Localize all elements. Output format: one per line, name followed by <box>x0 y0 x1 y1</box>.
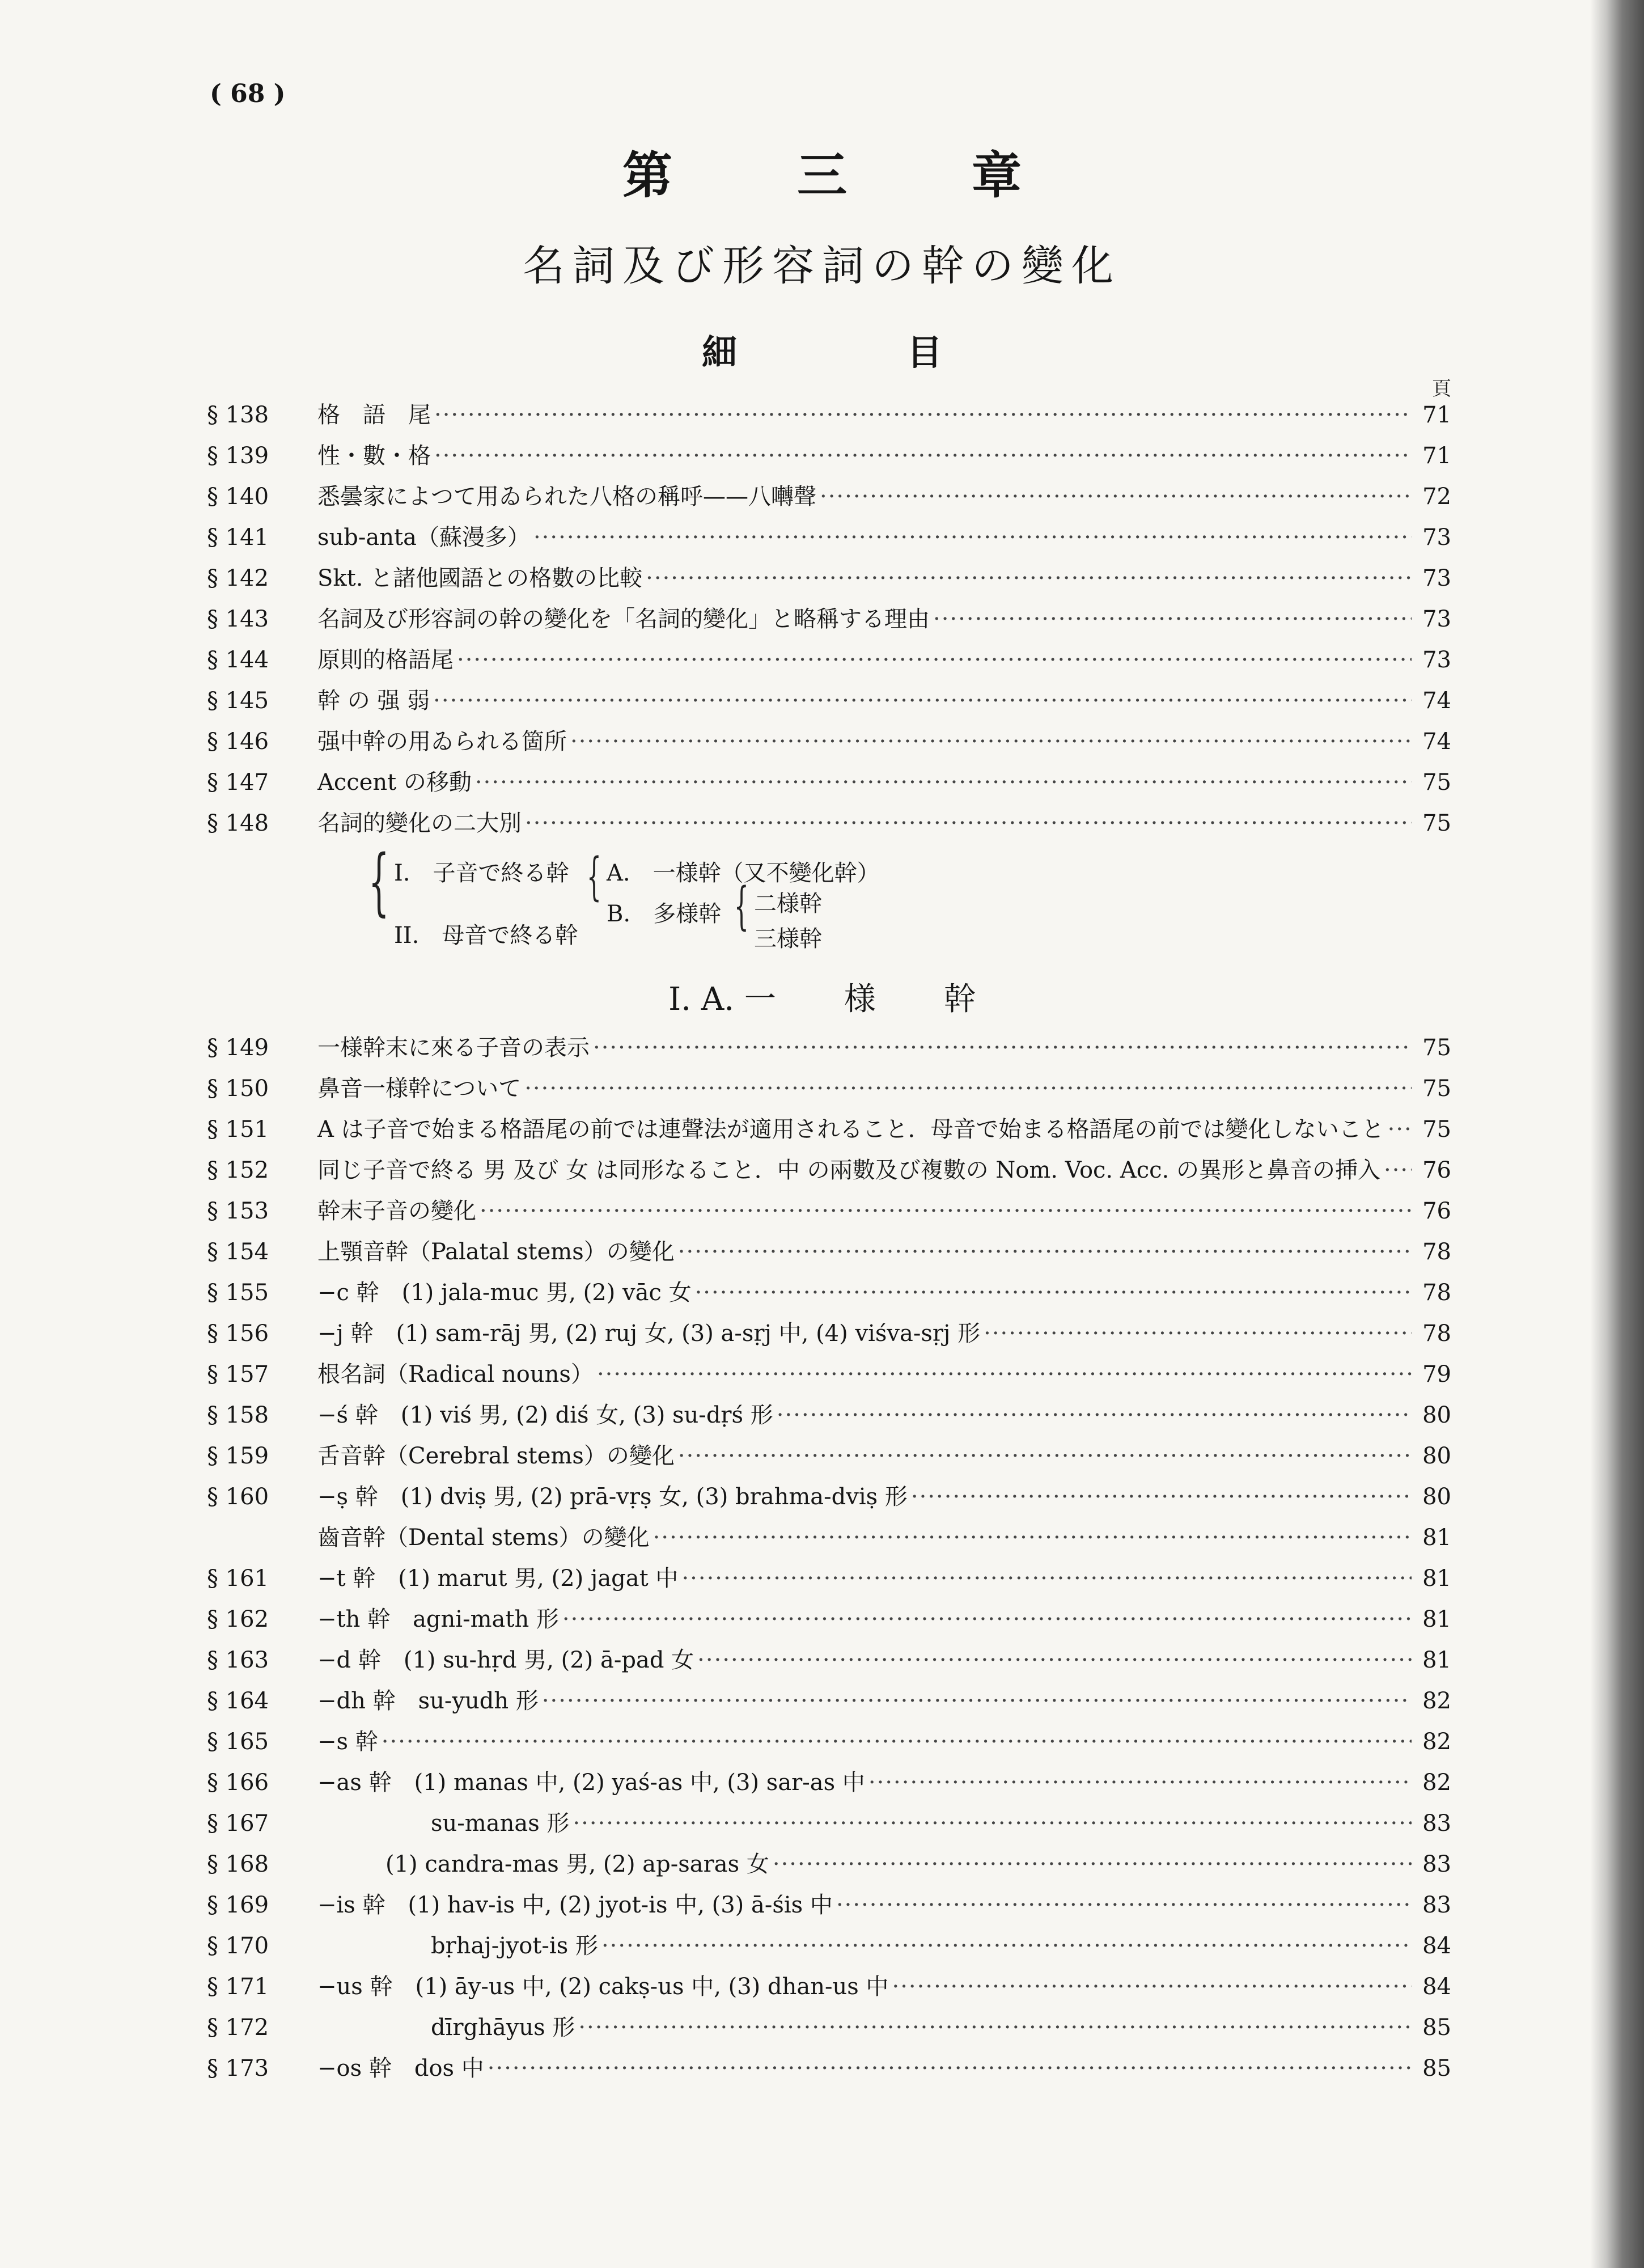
entry-title-line <box>317 685 1451 717</box>
entry-title: 同じ子音で終る 男 及び 女 は同形なること．中 の兩數及び複數の Nom. Voc. Acc. の異形と鼻音の挿入 <box>317 1157 1380 1183</box>
entry-page: 85 <box>1422 2015 1451 2041</box>
entry-title-line <box>317 1971 1451 2003</box>
class-uniform-stems: A. 一様幹（又不變化幹） <box>607 860 880 886</box>
entry-title: 齒音幹（Dental stems）の變化 <box>317 1525 650 1551</box>
page-number: ( 68 ) <box>210 79 286 108</box>
leader-dots <box>984 1318 1412 1349</box>
leader-dots <box>646 562 1412 594</box>
chapter-char-2: 三 <box>796 146 847 205</box>
leader-dots <box>653 1522 1412 1554</box>
section-number: § 173 <box>207 2055 269 2081</box>
section-number: § 142 <box>207 565 269 591</box>
entry-title: 根名詞（Radical nouns） <box>317 1361 594 1387</box>
entry-page: 72 <box>1422 484 1451 510</box>
chapter-char-1: 第 <box>622 146 672 205</box>
leader-dots <box>382 1726 1412 1758</box>
entry-title-line <box>317 562 1451 594</box>
contents-heading <box>0 324 1644 375</box>
section-number: § 170 <box>207 1933 269 1959</box>
chapter-subtitle: 名詞及び形容詞の幹の變化 <box>523 242 1121 290</box>
entry-title: 名詞的變化の二大別 <box>317 810 522 836</box>
toc-entry <box>207 1848 1451 1880</box>
leader-dots <box>695 1277 1412 1309</box>
entry-title: 一様幹末に來る子音の表示 <box>317 1035 590 1061</box>
toc-entry <box>207 1073 1451 1105</box>
section-heading-part-2: 様 <box>844 981 876 1018</box>
entry-title-line <box>317 1563 1451 1594</box>
section-number: § 157 <box>207 1361 269 1387</box>
toc-entry <box>207 1808 1451 1839</box>
toc-entry <box>207 685 1451 717</box>
section-number: § 149 <box>207 1035 269 1061</box>
section-number: § 143 <box>207 606 269 632</box>
entry-title: 悉曇家によつて用ゐられた八格の稱呼——八囀聲 <box>317 484 816 510</box>
section-number: § 164 <box>207 1688 269 1714</box>
toc-entry <box>207 1399 1451 1431</box>
contents-heading-char-2: 目 <box>907 332 943 373</box>
toc-entry <box>207 644 1451 676</box>
entry-page: 82 <box>1422 1770 1451 1796</box>
section-number: § 147 <box>207 769 269 796</box>
entry-page: 81 <box>1422 1565 1451 1592</box>
entry-page: 80 <box>1422 1484 1451 1510</box>
toc-entry <box>207 1644 1451 1676</box>
section-number: § 148 <box>207 810 269 836</box>
entry-page: 84 <box>1422 1933 1451 1959</box>
toc-entry <box>207 807 1451 839</box>
section-number: § 155 <box>207 1280 269 1306</box>
leader-dots <box>434 440 1412 472</box>
section-number: § 172 <box>207 2015 269 2041</box>
entry-page: 80 <box>1422 1402 1451 1428</box>
entry-title-line <box>317 440 1451 472</box>
entry-page: 83 <box>1422 1851 1451 1877</box>
toc-entry <box>207 1603 1451 1635</box>
leader-dots <box>525 807 1412 839</box>
entry-title-line <box>317 603 1451 635</box>
entry-page: 75 <box>1422 1076 1451 1102</box>
entry-page: 81 <box>1422 1647 1451 1673</box>
entry-title: dīrghāyus 形 <box>317 2015 575 2041</box>
leader-dots <box>593 1032 1412 1064</box>
leader-dots <box>777 1399 1412 1431</box>
toc-entry <box>207 562 1451 594</box>
entry-page: 74 <box>1422 729 1451 755</box>
entry-title: 强中幹の用ゐられる箇所 <box>317 729 567 755</box>
leader-dots <box>868 1767 1412 1799</box>
toc-entry <box>207 1685 1451 1717</box>
entry-title-line <box>317 2053 1451 2084</box>
toc-entry <box>207 1522 1451 1554</box>
section-number: § 171 <box>207 1974 269 2000</box>
toc-entry <box>207 1195 1451 1227</box>
toc-entry <box>207 399 1451 431</box>
entry-title: 鼻音一様幹について <box>317 1076 522 1102</box>
entry-title: su-manas 形 <box>317 1810 570 1837</box>
section-number: § 159 <box>207 1443 269 1469</box>
section-number: § 153 <box>207 1198 269 1224</box>
toc-entry <box>207 1726 1451 1758</box>
entry-page: 82 <box>1422 1729 1451 1755</box>
leader-dots <box>562 1603 1412 1635</box>
leader-dots <box>836 1889 1412 1921</box>
entry-title: −s 幹 <box>317 1729 378 1755</box>
section-number: § 161 <box>207 1565 269 1592</box>
entry-title: −th 幹 agni-math 形 <box>317 1606 559 1632</box>
leader-dots <box>434 399 1412 431</box>
leader-dots <box>570 726 1412 758</box>
leader-dots <box>1388 1114 1412 1145</box>
class-vowel-stems: II. 母音で終る幹 <box>394 923 578 949</box>
leader-dots <box>533 522 1412 553</box>
entry-title: Accent の移動 <box>317 769 472 796</box>
section-number: § 163 <box>207 1647 269 1673</box>
inner-brace: { <box>734 877 749 936</box>
entry-title: 上顎音幹（Palatal stems）の變化 <box>317 1239 675 1265</box>
leader-dots <box>1384 1154 1412 1186</box>
entry-title-line <box>317 1726 1451 1758</box>
entry-title: A は子音で始まる格語尾の前では連聲法が適用されること．母音で始まる格語尾の前では變化しないこと <box>317 1116 1384 1143</box>
leader-dots <box>578 2012 1412 2043</box>
section-heading-part-1: I. A. 一 <box>668 981 776 1018</box>
entry-page: 73 <box>1422 647 1451 673</box>
section-number: § 141 <box>207 524 269 551</box>
leader-dots <box>573 1808 1412 1839</box>
entry-page: 78 <box>1422 1280 1451 1306</box>
entry-title-line <box>317 522 1451 553</box>
middle-brace: { <box>587 847 601 907</box>
leader-dots <box>911 1481 1412 1513</box>
chapter-title <box>0 136 1644 208</box>
classification-block <box>368 840 935 954</box>
leader-dots <box>681 1563 1412 1594</box>
toc-entry <box>207 2012 1451 2043</box>
entry-page: 82 <box>1422 1688 1451 1714</box>
section-heading-part-3: 幹 <box>943 981 976 1018</box>
entry-title-line <box>317 1685 1451 1717</box>
entry-title: −as 幹 (1) manas 中, (2) yaś-as 中, (3) sar-as 中 <box>317 1770 865 1796</box>
section-number: § 162 <box>207 1606 269 1632</box>
section-number: § 166 <box>207 1770 269 1796</box>
toc-entry <box>207 1930 1451 1962</box>
page-column-label: 頁 <box>1432 378 1451 400</box>
section-number: § 150 <box>207 1076 269 1102</box>
entry-title-line <box>317 1440 1451 1472</box>
toc-entry <box>207 1971 1451 2003</box>
leader-dots <box>457 644 1412 676</box>
toc-entry <box>207 1318 1451 1349</box>
leader-dots <box>433 685 1412 717</box>
leader-dots <box>678 1236 1412 1268</box>
entry-title: 舌音幹（Cerebral stems）の變化 <box>317 1443 675 1469</box>
toc-entry <box>207 726 1451 758</box>
entry-page: 83 <box>1422 1810 1451 1837</box>
section-number: § 167 <box>207 1810 269 1837</box>
contents-heading-char-1: 細 <box>701 332 737 373</box>
entry-title-line <box>317 399 1451 431</box>
class-two-form-stems: 二様幹 <box>754 891 822 917</box>
entry-title: −t 幹 (1) marut 男, (2) jagat 中 <box>317 1565 679 1592</box>
entry-page: 73 <box>1422 606 1451 632</box>
toc-entry <box>207 1236 1451 1268</box>
toc-entry <box>207 1032 1451 1064</box>
entry-title-line <box>317 1522 1451 1554</box>
entry-page: 75 <box>1422 769 1451 796</box>
entry-page: 74 <box>1422 688 1451 714</box>
left-brace: { <box>368 840 389 924</box>
toc-entry <box>207 1889 1451 1921</box>
entry-title-line <box>317 1277 1451 1309</box>
section-number: § 154 <box>207 1239 269 1265</box>
toc-entry <box>207 1563 1451 1594</box>
entry-page: 71 <box>1422 443 1451 469</box>
entry-page: 75 <box>1422 1116 1451 1143</box>
toc-entry <box>207 1440 1451 1472</box>
entry-title: 格 語 尾 <box>317 402 431 428</box>
leader-dots <box>820 481 1412 513</box>
entry-title: −is 幹 (1) hav-is 中, (2) jyot-is 中, (3) ā-śis 中 <box>317 1892 833 1918</box>
section-number: § 169 <box>207 1892 269 1918</box>
entry-title-line <box>317 1481 1451 1513</box>
entry-title-line <box>317 1195 1451 1227</box>
section-number: § 145 <box>207 688 269 714</box>
entry-title: (1) candra-mas 男, (2) ap-saras 女 <box>317 1851 769 1877</box>
leader-dots <box>542 1685 1412 1717</box>
section-number: § 168 <box>207 1851 269 1877</box>
leader-dots <box>678 1440 1412 1472</box>
leader-dots <box>597 1359 1412 1390</box>
entry-title: −ṣ 幹 (1) dviṣ 男, (2) prā-vṛṣ 女, (3) brahma-dviṣ 形 <box>317 1484 908 1510</box>
class-consonant-stems: I. 子音で終る幹 <box>394 860 569 886</box>
entry-title: 名詞及び形容詞の幹の變化を「名詞的變化」と略稱する理由 <box>317 606 930 632</box>
entry-title-line <box>317 1848 1451 1880</box>
entry-title: −c 幹 (1) jala-muc 男, (2) vāc 女 <box>317 1280 692 1306</box>
entry-page: 81 <box>1422 1606 1451 1632</box>
leader-dots <box>601 1930 1412 1962</box>
entry-page: 83 <box>1422 1892 1451 1918</box>
toc-entry <box>207 1154 1451 1186</box>
toc-entry <box>207 440 1451 472</box>
leader-dots <box>773 1848 1412 1880</box>
section-number: § 144 <box>207 647 269 673</box>
entry-title-line <box>317 1236 1451 1268</box>
class-three-form-stems: 三様幹 <box>754 926 822 952</box>
entry-title-line <box>317 644 1451 676</box>
toc-entry <box>207 1767 1451 1799</box>
leader-dots <box>892 1971 1412 2003</box>
entry-title-line <box>317 1808 1451 1839</box>
entry-title-line <box>317 1930 1451 1962</box>
toc-entry <box>207 767 1451 798</box>
leader-dots <box>480 1195 1412 1227</box>
section-number: § 152 <box>207 1157 269 1183</box>
leader-dots <box>488 2053 1412 2084</box>
entry-page: 71 <box>1422 402 1451 428</box>
entry-title: −dh 幹 su-yudh 形 <box>317 1688 539 1714</box>
entry-title: −us 幹 (1) āy-us 中, (2) cakṣ-us 中, (3) dhan-us 中 <box>317 1974 889 2000</box>
entry-title-line <box>317 1154 1451 1186</box>
entry-title-line <box>317 1359 1451 1390</box>
section-number: § 165 <box>207 1729 269 1755</box>
entry-title: Skt. と諸他國語との格數の比較 <box>317 565 643 591</box>
leader-dots <box>475 767 1412 798</box>
entry-title: bṛhaj-jyot-is 形 <box>317 1933 598 1959</box>
entry-title-line <box>317 1644 1451 1676</box>
entry-page: 75 <box>1422 1035 1451 1061</box>
entry-title: −ś 幹 (1) viś 男, (2) diś 女, (3) su-dṛś 形 <box>317 1402 773 1428</box>
entry-title-line <box>317 726 1451 758</box>
entry-page: 75 <box>1422 810 1451 836</box>
section-number: § 139 <box>207 443 269 469</box>
entry-page: 73 <box>1422 524 1451 551</box>
section-heading <box>0 974 1644 1019</box>
entry-title-line <box>317 1399 1451 1431</box>
entry-title-line <box>317 481 1451 513</box>
section-number: § 146 <box>207 729 269 755</box>
toc-entry <box>207 1277 1451 1309</box>
toc-entry <box>207 1114 1451 1145</box>
section-number: § 158 <box>207 1402 269 1428</box>
entry-page: 81 <box>1422 1525 1451 1551</box>
entry-title: 原則的格語尾 <box>317 647 454 673</box>
entry-page: 79 <box>1422 1361 1451 1387</box>
class-multiform-stems: B. 多様幹 <box>607 901 722 927</box>
entry-page: 85 <box>1422 2055 1451 2081</box>
entry-page: 73 <box>1422 565 1451 591</box>
entry-title: 幹 の 强 弱 <box>317 688 430 714</box>
entry-title-line <box>317 1318 1451 1349</box>
toc-entry <box>207 1481 1451 1513</box>
section-number: § 140 <box>207 484 269 510</box>
entry-page: 76 <box>1422 1157 1451 1183</box>
entry-title: 性・數・格 <box>317 443 431 469</box>
entry-title-line <box>317 1073 1451 1105</box>
entry-title: 幹末子音の變化 <box>317 1198 476 1224</box>
entry-title: −os 幹 dos 中 <box>317 2055 484 2081</box>
entry-page: 78 <box>1422 1321 1451 1347</box>
entry-title-line <box>317 2012 1451 2043</box>
leader-dots <box>524 1073 1412 1105</box>
entry-title-line <box>317 1032 1451 1064</box>
entry-title: −j 幹 (1) sam-rāj 男, (2) ruj 女, (3) a-sṛj 中, (4) viśva-sṛj 形 <box>317 1321 981 1347</box>
toc-entry <box>207 2053 1451 2084</box>
entry-title-line <box>317 1767 1451 1799</box>
entry-title-line <box>317 1603 1451 1635</box>
section-number: § 151 <box>207 1116 269 1143</box>
toc-entry <box>207 481 1451 513</box>
entry-page: 80 <box>1422 1443 1451 1469</box>
toc-entry <box>207 1359 1451 1390</box>
chapter-char-3: 章 <box>972 146 1022 205</box>
leader-dots <box>933 603 1412 635</box>
section-number: § 156 <box>207 1321 269 1347</box>
entry-page: 78 <box>1422 1239 1451 1265</box>
toc-entry <box>207 522 1451 553</box>
toc-entry <box>207 603 1451 635</box>
section-number: § 138 <box>207 402 269 428</box>
section-number: § 160 <box>207 1484 269 1510</box>
entry-title-line <box>317 767 1451 798</box>
entry-page: 84 <box>1422 1974 1451 2000</box>
entry-page: 76 <box>1422 1198 1451 1224</box>
entry-title: −d 幹 (1) su-hṛd 男, (2) ā-pad 女 <box>317 1647 694 1673</box>
entry-title-line <box>317 1114 1451 1145</box>
entry-title-line <box>317 1889 1451 1921</box>
leader-dots <box>697 1644 1412 1676</box>
entry-title: sub-anta（蘇漫多） <box>317 524 530 551</box>
entry-title-line <box>317 807 1451 839</box>
